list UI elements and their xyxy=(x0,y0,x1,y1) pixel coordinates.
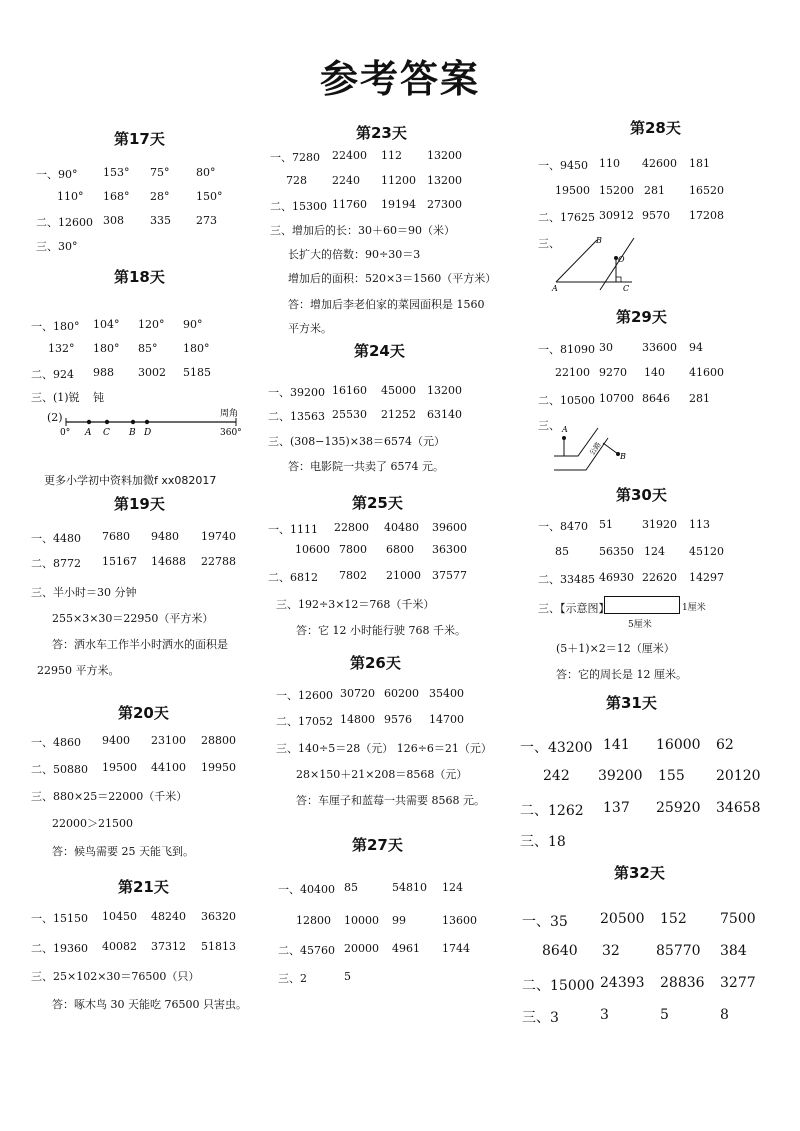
day-23-title: 第23天 xyxy=(356,124,407,142)
answer-text: 答：它的周长是 12 厘米。 xyxy=(556,668,687,681)
tick-label: B xyxy=(129,428,136,438)
point-label: B xyxy=(620,452,626,461)
answer-text: 三、半小时＝30 分钟 xyxy=(31,586,137,599)
length-label: 5厘米 xyxy=(628,620,652,630)
full-angle-label: 周角 xyxy=(220,409,239,419)
promo-text: 更多小学初中资料加微f xx082017 xyxy=(44,474,217,487)
answer-text: 255×3×30＝22950（平方米） xyxy=(52,612,214,625)
answer-text: 答：增加后李老伯家的菜园面积是 1560 xyxy=(288,298,485,311)
day-24-title: 第24天 xyxy=(354,342,405,360)
point-d xyxy=(145,420,149,424)
answer-text: 答：啄木鸟 30 天能吃 76500 只害虫。 xyxy=(52,998,247,1011)
answer-text: 三、140÷5＝28（元） 126÷6＝21（元） xyxy=(276,742,492,755)
day-26-title: 第26天 xyxy=(350,654,401,672)
answer-text: 三、 xyxy=(538,237,560,250)
day-27-title: 第27天 xyxy=(352,836,403,854)
day-21-title: 第21天 xyxy=(118,878,169,896)
tick-label: 360° xyxy=(220,428,242,438)
point-c xyxy=(105,420,109,424)
point-a xyxy=(87,420,91,424)
angle-number-line xyxy=(56,404,246,440)
day-31-title: 第31天 xyxy=(606,694,657,712)
tick-label: 0° xyxy=(60,428,71,438)
day-19-title: 第19天 xyxy=(114,495,165,513)
answer-text: 答：洒水车工作半小时洒水的面积是 xyxy=(52,638,228,651)
answer-text: 三、增加后的长：30＋60＝90（米） xyxy=(270,224,455,237)
width-label: 1厘米 xyxy=(682,603,706,613)
day-17-title: 第17天 xyxy=(114,130,165,148)
road-label: 公路 xyxy=(588,440,603,457)
point-b xyxy=(131,420,135,424)
answer-text: 三、192÷3×12＝768（千米） xyxy=(276,598,435,611)
answer-text: 长扩大的倍数：90÷30＝3 xyxy=(288,248,421,261)
day-18-title: 第18天 xyxy=(114,268,165,286)
day-25-title: 第25天 xyxy=(352,494,403,512)
point-label: A xyxy=(562,425,568,434)
answer-text: 答：候鸟需要 25 天能飞到。 xyxy=(52,845,194,858)
day-29-title: 第29天 xyxy=(616,308,667,326)
rectangle-sketch xyxy=(604,596,680,614)
answer-text: 三、(308−135)×38＝6574（元） xyxy=(268,435,445,448)
tick-label: D xyxy=(144,428,152,438)
answer-text: (5＋1)×2＝12（厘米） xyxy=(556,642,675,655)
answer-text: 28×150＋21×208＝8568（元） xyxy=(296,768,468,781)
point-label: O xyxy=(618,255,625,264)
answer-text: 22000＞21500 xyxy=(52,817,133,830)
road-diagram xyxy=(550,416,640,478)
day-28-title: 第28天 xyxy=(630,119,681,137)
point-label: C xyxy=(623,284,630,293)
answer-text: 平方米。 xyxy=(288,322,332,335)
day-32-title: 第32天 xyxy=(614,864,665,882)
answer-text: 22950 平方米。 xyxy=(37,664,120,677)
page-title: 参考答案 xyxy=(319,57,480,101)
answer-text: 答：车厘子和蓝莓一共需要 8568 元。 xyxy=(296,794,485,807)
day-30-title: 第30天 xyxy=(616,486,667,504)
tick-label: C xyxy=(103,428,110,438)
parallel-lines-diagram xyxy=(550,232,640,294)
answer-text: 三、25×102×30＝76500（只） xyxy=(31,970,200,983)
answer-text: 增加后的面积：520×3＝1560（平方米） xyxy=(288,272,497,285)
day-20-title: 第20天 xyxy=(118,704,169,722)
answer-text: 三、【示意图】 xyxy=(538,602,610,615)
answer-text: 答：电影院一共卖了 6574 元。 xyxy=(288,460,444,473)
answer-text: 三、 xyxy=(538,419,560,432)
answer-text: 三、18 xyxy=(520,834,566,850)
answer-text: 三、880×25＝22000（千米） xyxy=(31,790,188,803)
answer-text: (2) xyxy=(47,411,63,424)
tick-label: A xyxy=(85,428,92,438)
answer-text: 三、30° xyxy=(36,240,78,253)
point-label: B xyxy=(596,236,602,245)
point-label: A xyxy=(552,284,558,293)
answer-text: 答：它 12 小时能行驶 768 千米。 xyxy=(296,624,466,637)
